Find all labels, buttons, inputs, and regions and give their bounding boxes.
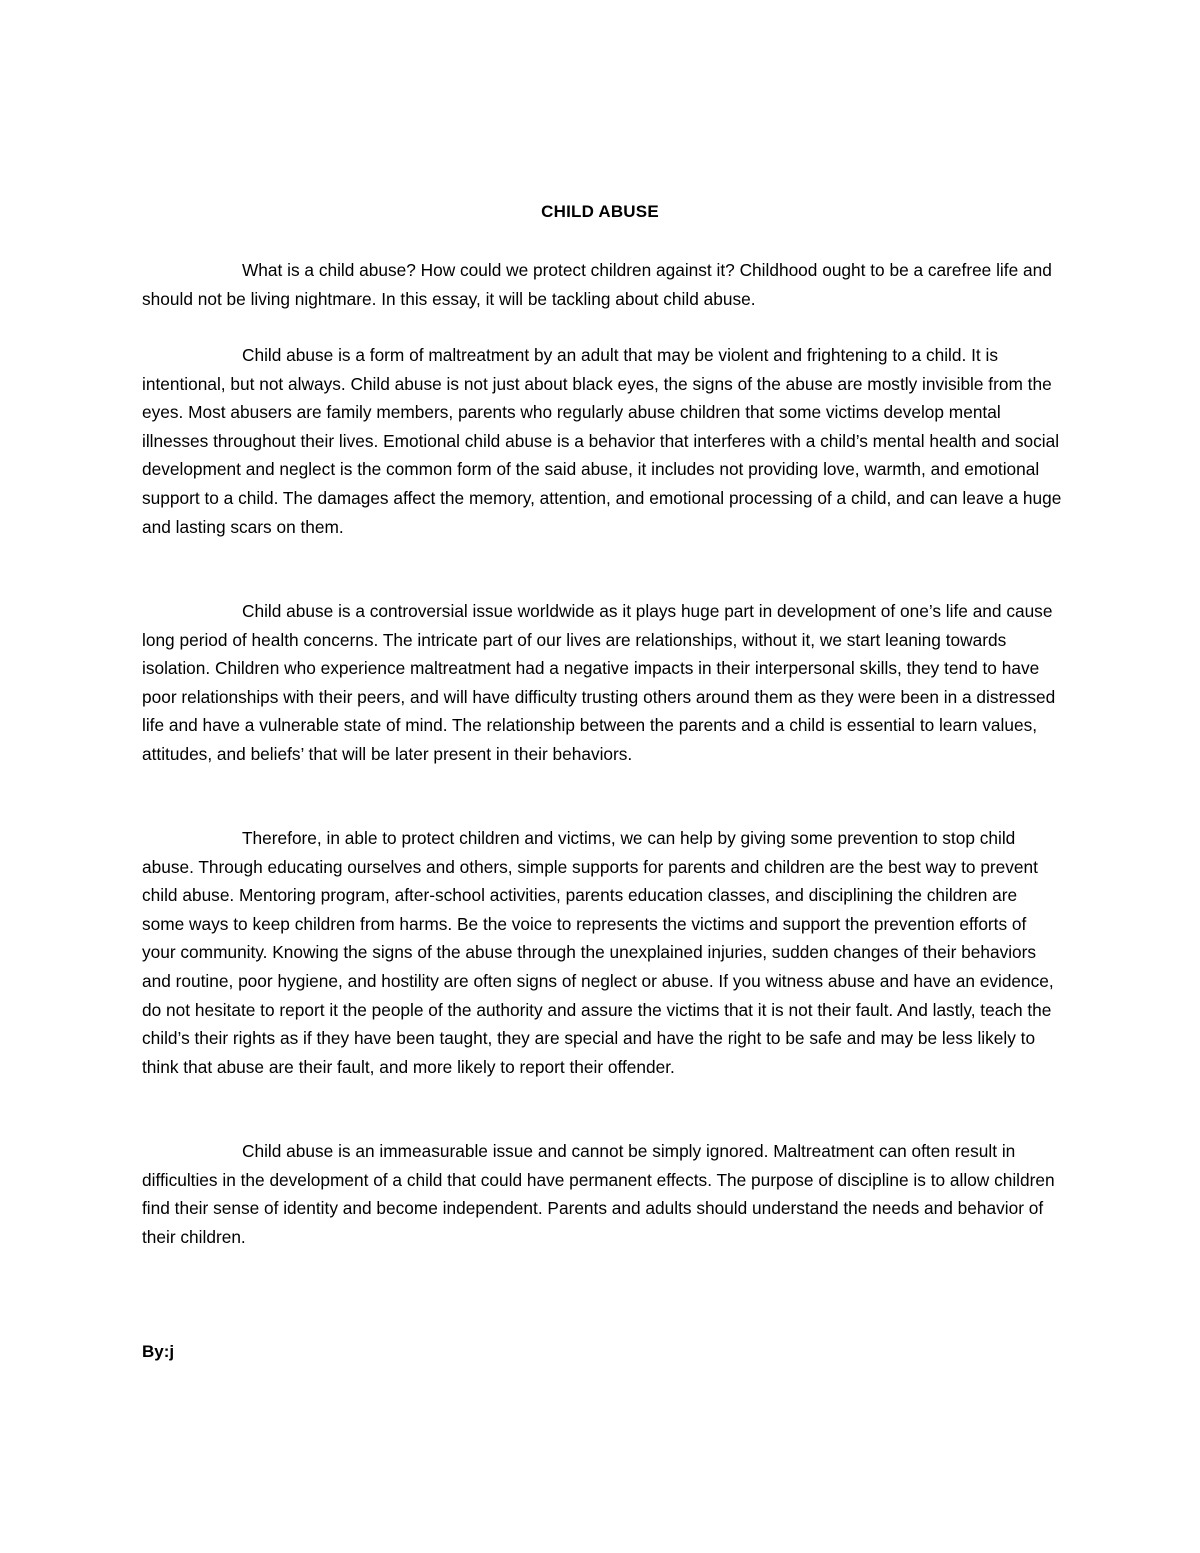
paragraph-conclusion: Child abuse is an immeasurable issue and cannot be simply ignored. Maltreatment can often result in difficulties in the development of a child that could have permanent effects. The purpose of discipline is to allow children find their sense of identity and become independent. Parents and adults should understand the needs and behavior of their children. — [142, 1141, 1055, 1247]
author-byline: By:j — [142, 1342, 175, 1361]
paragraph-definition: Child abuse is a form of maltreatment by an adult that may be violent and frightening to a child. It is intentional, but not always. Child abuse is not just about black eyes, the signs of the abuse are mostly invisible from the eyes. Most abusers are family members, parents who regularly abuse children that some victims develop mental illnesses throughout their lives. Emotional child abuse is a behavior that interferes with a child’s mental health and social development and neglect is the common form of the said abuse, it includes not providing love, warmth, and emotional support to a child. The damages affect the memory, attention, and emotional processing of a child, and can leave a huge and lasting scars on them. — [142, 345, 1062, 537]
paragraph-introduction: What is a child abuse? How could we protect children against it? Childhood ought to be a carefree life and should not be living nightmare. In this essay, it will be tackling about child abuse. — [142, 260, 1052, 309]
paragraph-impact: Child abuse is a controversial issue worldwide as it plays huge part in development of one’s life and cause long period of health concerns. The intricate part of our lives are relationships, without it, we start leaning towards isolation. Children who experience maltreatment had a negative impacts in their interpersonal skills, they tend to have poor relationships with their peers, and will have difficulty trusting others around them as they were been in a distressed life and have a vulnerable state of mind. The relationship between the parents and a child is essential to learn values, attitudes, and beliefs’ that will be later present in their behaviors. — [142, 601, 1056, 764]
document-title: CHILD ABUSE — [541, 202, 659, 221]
paragraph-prevention: Therefore, in able to protect children and victims, we can help by giving some prevention to stop child abuse. Through educating ourselves and others, simple supports for parents and children are the best way to prevent child abuse. Mentoring program, after-school activities, parents education classes, and disciplining the children are some ways to keep children from harms. Be the voice to represents the victims and support the prevention efforts of your community. Knowing the signs of the abuse through the unexplained injuries, sudden changes of their behaviors and routine, poor hygiene, and hostility are often signs of neglect or abuse. If you witness abuse and have an evidence, do not hesitate to report it the people of the authority and assure the victims that it is not their fault. And lastly, teach the child’s their rights as if they have been taught, they are special and have the right to be safe and may be less likely to think that abuse are their fault, and more likely to report their offender. — [142, 828, 1054, 1077]
